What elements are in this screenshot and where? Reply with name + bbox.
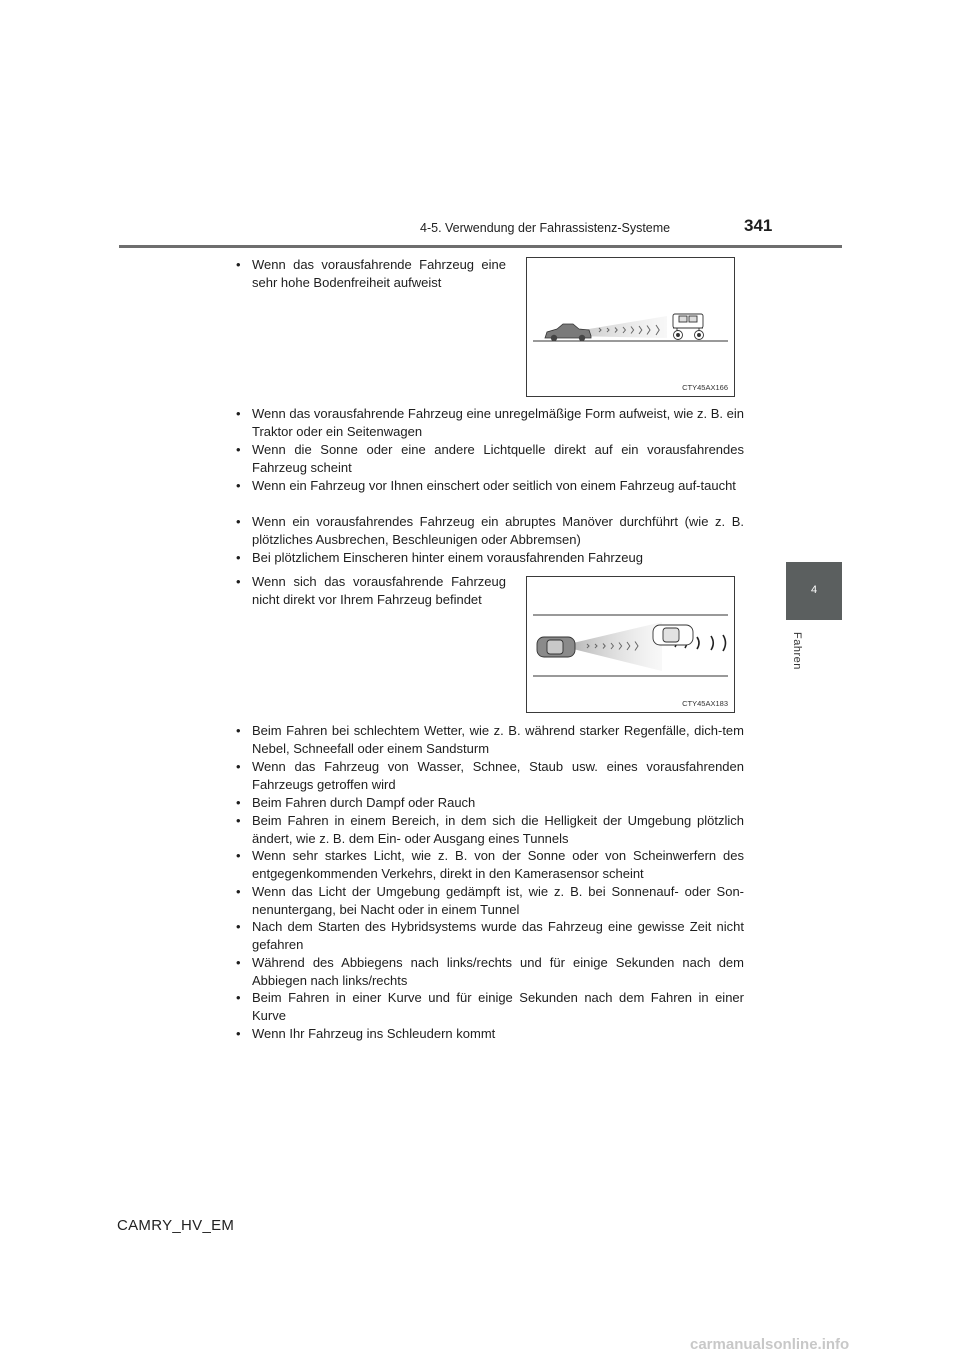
- list-item: [236, 954, 744, 989]
- header-divider: [119, 245, 842, 248]
- list-item-text: Wenn Ihr Fahrzeug ins Schleudern kommt: [252, 1026, 496, 1041]
- page-number: 341: [744, 216, 773, 235]
- list-item-text: Bei plötzlichem Einscheren hinter einem vorausfahrenden Fahrzeug: [252, 550, 643, 565]
- list-item: [236, 758, 744, 793]
- list-item: [236, 847, 744, 882]
- bullet-icon: •: [236, 574, 241, 589]
- bullet-icon: •: [236, 1026, 241, 1041]
- list-item-text: Nach dem Starten des Hybridsystems wurde das Fahrzeug eine gewisse Zeit nicht gefahren: [252, 919, 744, 952]
- list-item: [236, 573, 506, 608]
- list-item-text: Wenn sehr starkes Licht, wie z. B. von der Sonne oder von Scheinwerfern des entgegenkommenden Verkehrs, direkt in den Kamerasensor scheint: [252, 848, 744, 881]
- figure-offset-vehicle: [526, 576, 735, 713]
- list-item: [236, 989, 744, 1024]
- list-item: [236, 794, 744, 812]
- list-item-text: Beim Fahren durch Dampf oder Rauch: [252, 795, 476, 810]
- list-item-text: Wenn das Licht der Umgebung gedämpft ist, wie z. B. bei Sonnenauf- oder Son-nenuntergang, bei Nacht oder in einem Tunnel: [252, 884, 744, 917]
- chapter-tab[interactable]: [786, 562, 842, 620]
- bullet-icon: •: [236, 406, 241, 421]
- list-item: [236, 1025, 744, 1043]
- list-item-text: Wenn ein Fahrzeug vor Ihnen einschert oder seitlich von einem Fahrzeug auf-taucht: [252, 478, 736, 493]
- bullet-icon: •: [236, 884, 241, 899]
- section-title: 4-5. Verwendung der Fahrassistenz-Systeme: [420, 221, 671, 235]
- bullet-icon: •: [236, 813, 241, 828]
- bullet-icon: •: [236, 514, 241, 529]
- list-item: [236, 883, 744, 918]
- bullet-icon: •: [236, 257, 241, 272]
- bullet-icon: •: [236, 442, 241, 457]
- bullet-icon: •: [236, 759, 241, 774]
- list-item: [236, 256, 506, 291]
- list-item-text: Beim Fahren in einem Bereich, in dem sich die Helligkeit der Umgebung plötzlich ändert, wie z. B. dem Ein- oder Ausgang eines Tunnels: [252, 813, 744, 846]
- list-item: [236, 918, 744, 953]
- bullet-icon: •: [236, 848, 241, 863]
- illustration-high-clearance: [527, 258, 734, 396]
- list-item-text: Beim Fahren bei schlechtem Wetter, wie z. B. während starker Regenfälle, dich-tem Nebel, Schneefall oder einem Sandsturm: [252, 723, 744, 756]
- bullet-icon: •: [236, 478, 241, 493]
- list-item: [236, 477, 744, 495]
- list-item-text: Während des Abbiegens nach links/rechts und für einige Sekunden nach dem Abbiegen nach links/rechts: [252, 955, 744, 988]
- list-item-text: Wenn das vorausfahrende Fahrzeug eine sehr hohe Bodenfreiheit aufweist: [252, 257, 506, 290]
- list-item: [236, 405, 744, 440]
- watermark: carmanualsonline.info: [690, 1336, 850, 1353]
- list-item: [236, 812, 744, 847]
- list-item: [236, 513, 744, 548]
- list-item-text: Wenn ein vorausfahrendes Fahrzeug ein abruptes Manöver durchführt (wie z. B. plötzliches Ausbrechen, Beschleunigen oder Abbremsen): [252, 514, 744, 547]
- list-item-text: Wenn sich das vorausfahrende Fahrzeug nicht direkt vor Ihrem Fahrzeug befindet: [252, 574, 506, 607]
- bullet-icon: •: [236, 795, 241, 810]
- chapter-number: 4: [810, 584, 818, 596]
- figure-code: CTY45AX183: [682, 699, 728, 708]
- illustration-offset-vehicle: [527, 577, 734, 712]
- bullet-icon: •: [236, 723, 241, 738]
- figure-code: CTY45AX166: [682, 383, 728, 392]
- bullet-icon: •: [236, 955, 241, 970]
- chapter-label-text: Fahren: [791, 632, 803, 670]
- list-item: [236, 722, 744, 757]
- chapter-label: [789, 632, 803, 692]
- list-item: [236, 549, 744, 567]
- list-item-text: Beim Fahren in einer Kurve und für einige Sekunden nach dem Fahren in einer Kurve: [252, 990, 744, 1023]
- bullet-icon: •: [236, 919, 241, 934]
- list-item-text: Wenn das Fahrzeug von Wasser, Schnee, Staub usw. eines vorausfahrenden Fahrzeugs getroffen wird: [252, 759, 744, 792]
- list-item: [236, 441, 744, 476]
- model-code: CAMRY_HV_EM: [117, 1217, 235, 1234]
- bullet-icon: •: [236, 990, 241, 1005]
- figure-high-clearance-vehicle: [526, 257, 735, 397]
- list-item-text: Wenn das vorausfahrende Fahrzeug eine unregelmäßige Form aufweist, wie z. B. ein Traktor oder ein Seitenwagen: [252, 406, 744, 439]
- bullet-icon: •: [236, 550, 241, 565]
- list-item-text: Wenn die Sonne oder eine andere Lichtquelle direkt auf ein vorausfahrendes Fahrzeug scheint: [252, 442, 744, 475]
